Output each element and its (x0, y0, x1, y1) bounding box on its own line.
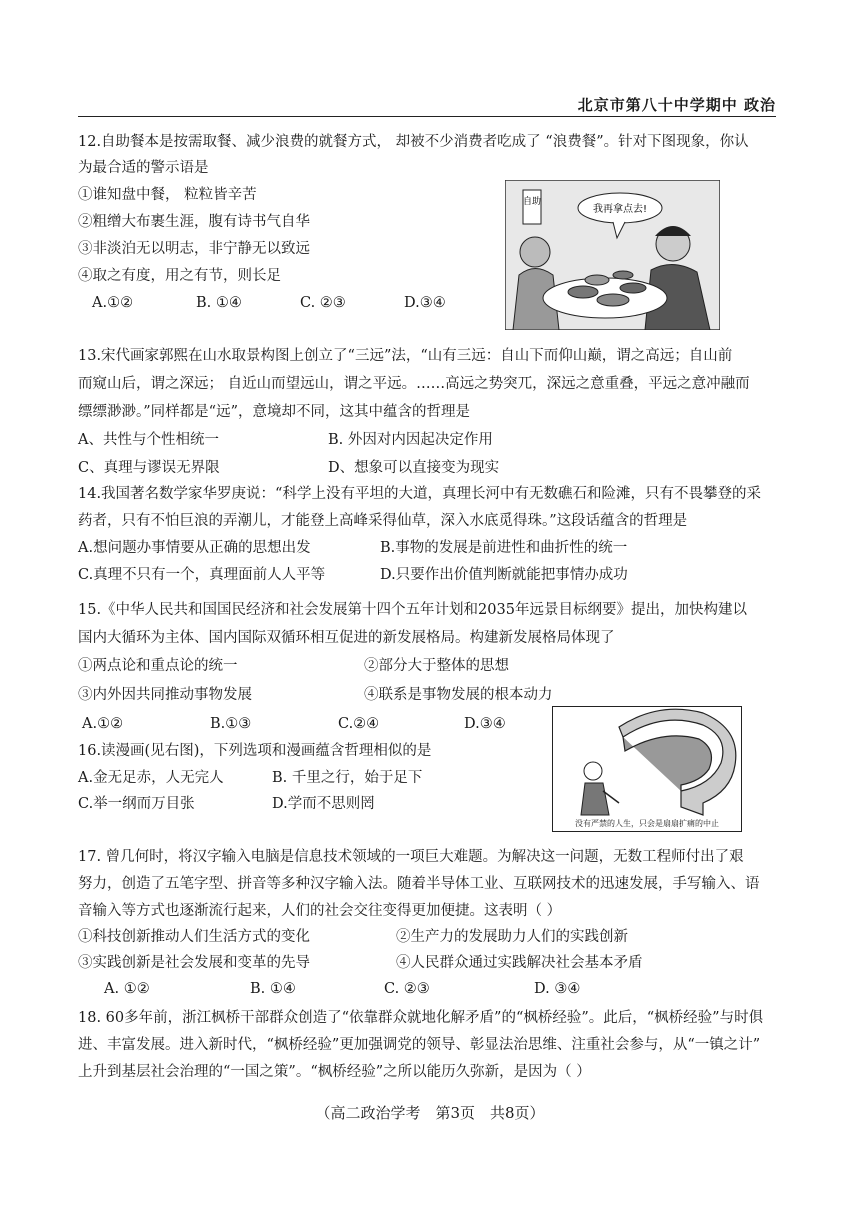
q12-option-b: B. ①④ (196, 295, 242, 311)
q12-item-3: ③非淡泊无以明志，非宁静无以致远 (78, 241, 310, 257)
q13-stem-line2: 而窥山后，谓之深远； 自近山而望远山，谓之平远。……高远之势突兀，深远之意重叠，平远之意冲融而 (78, 376, 750, 392)
q12-option-c: C. ②③ (300, 295, 346, 311)
q16-option-a: A.金无足赤，人无完人 (78, 770, 224, 786)
q16-stem: 16.读漫画(见右图)，下列选项和漫画蕴含哲理相似的是 (78, 743, 432, 759)
q15-item-2: ②部分大于整体的思想 (364, 658, 509, 674)
q15-option-b: B.①③ (210, 716, 252, 732)
cartoon-speech-bubble: 我再拿点去! (592, 204, 648, 215)
q12-option-d: D.③④ (404, 295, 446, 311)
buffet-cartoon (505, 180, 720, 330)
header-rule (78, 116, 776, 117)
buffet-cartoon-drawing (505, 180, 720, 330)
q13-option-c: C、真理与谬误无界限 (78, 460, 220, 476)
q12-item-2: ②粗缯大布裹生涯，腹有诗书气自华 (78, 214, 310, 230)
q13-option-b: B. 外因对内因起决定作用 (328, 432, 493, 448)
q15-stem-line2: 国内大循环为主体、国内国际双循环相互促进的新发展格局。构建新发展格局体现了 (78, 630, 615, 646)
q15-stem-line1: 15.《中华人民共和国国民经济和社会发展第十四个五年计划和2035年远景目标纲要》提出，加快构建以 (78, 602, 747, 618)
q13-stem-line3: 缥缥渺渺。”同样都是“远”，意境却不同，这其中蕴含的哲理是 (78, 404, 470, 420)
q17-option-d: D. ③④ (534, 981, 581, 997)
q18-stem-line2: 进、丰富发展。进入新时代，“枫桥经验”更加强调党的领导、彰显法治思维、注重社会参与，从“一镇之计” (78, 1037, 761, 1053)
q14-option-c: C.真理不只有一个，真理面前人人平等 (78, 567, 326, 583)
q15-item-4: ④联系是事物发展的根本动力 (364, 687, 553, 703)
q14-option-a: A.想问题办事情要从正确的思想出发 (78, 540, 311, 556)
q12-option-a: A.①② (92, 295, 134, 311)
q13-option-a: A、共性与个性相统一 (78, 432, 219, 448)
q15-item-3: ③内外因共同推动事物发展 (78, 687, 252, 703)
cartoon-caption: 没有严禁的人生，只会是扇扇扩痛的中止 (575, 819, 719, 828)
page-footer: （高二政治学考 第3页 共8页） (315, 1104, 545, 1122)
page-header: 北京市第八十中学期中 政治 (577, 96, 776, 114)
q17-stem-line2: 努力，创造了五笔字型、拼音等多种汉字输入法。随着半导体工业、互联网技术的迅速发展，手写输入、语 (78, 876, 760, 892)
q12-item-4: ④取之有度，用之有节，则长足 (78, 268, 281, 284)
q13-stem-line1: 13.宋代画家郭熙在山水取景构图上创立了“三远”法，“山有三远：自山下而仰山巅，谓之高远；自山前 (78, 348, 733, 364)
q17-stem-line1: 17. 曾几何时，将汉字输入电脑是信息技术领域的一项巨大难题。为解决这一问题，无数工程师付出了艰 (78, 849, 744, 865)
q16-option-d: D.学而不思则罔 (272, 796, 375, 812)
q17-item-1: ①科技创新推动人们生活方式的变化 (78, 929, 310, 945)
q17-option-b: B. ①④ (250, 981, 296, 997)
q14-option-b: B.事物的发展是前进性和曲折性的统一 (380, 540, 628, 556)
q12-item-1: ①谁知盘中餐， 粒粒皆辛苦 (78, 187, 257, 203)
q17-option-a: A. ①② (104, 981, 150, 997)
q12-stem-line1: 12.自助餐本是按需取餐、减少浪费的就餐方式， 却被不少消费者吃成了 “浪费餐”。针对下图现象，你认 (78, 134, 749, 150)
question-mark-cartoon (552, 706, 742, 832)
q17-option-c: C. ②③ (384, 981, 430, 997)
q14-stem-line2: 药者，只有不怕巨浪的弄潮儿，才能登上高峰采得仙草，深入水底觅得珠。”这段话蕴含的哲理是 (78, 513, 688, 529)
q17-item-3: ③实践创新是社会发展和变革的先导 (78, 955, 310, 971)
q15-option-c: C.②④ (338, 716, 380, 732)
q15-item-1: ①两点论和重点论的统一 (78, 658, 238, 674)
q14-stem-line1: 14.我国著名数学家华罗庚说：“科学上没有平坦的大道，真理长河中有无数礁石和险滩，只有不畏攀登的采 (78, 486, 761, 502)
q14-option-d: D.只要作出价值判断就能把事情办成功 (380, 567, 628, 583)
q18-stem-line3: 上升到基层社会治理的“一国之策”。“枫桥经验”之所以能历久弥新，是因为（ ） (78, 1064, 591, 1080)
cartoon-sign: 自助 (522, 197, 542, 207)
q16-option-c: C.举一纲而万目张 (78, 796, 195, 812)
q17-stem-line3: 音输入等方式也逐渐流行起来，人们的社会交往变得更加便捷。这表明（ ） (78, 903, 562, 919)
q15-option-a: A.①② (82, 716, 124, 732)
question-mark-drawing (553, 707, 741, 831)
q15-option-d: D.③④ (464, 716, 506, 732)
q13-option-d: D、想象可以直接变为现实 (328, 460, 500, 476)
q18-stem-line1: 18. 60多年前，浙江枫桥干部群众创造了“依靠群众就地化解矛盾”的“枫桥经验”。此后，“枫桥经验”与时俱 (78, 1010, 764, 1026)
q17-item-2: ②生产力的发展助力人们的实践创新 (396, 929, 628, 945)
q17-item-4: ④人民群众通过实践解决社会基本矛盾 (396, 955, 643, 971)
q12-stem-line2: 为最合适的警示语是 (78, 160, 209, 176)
q16-option-b: B. 千里之行，始于足下 (272, 770, 423, 786)
